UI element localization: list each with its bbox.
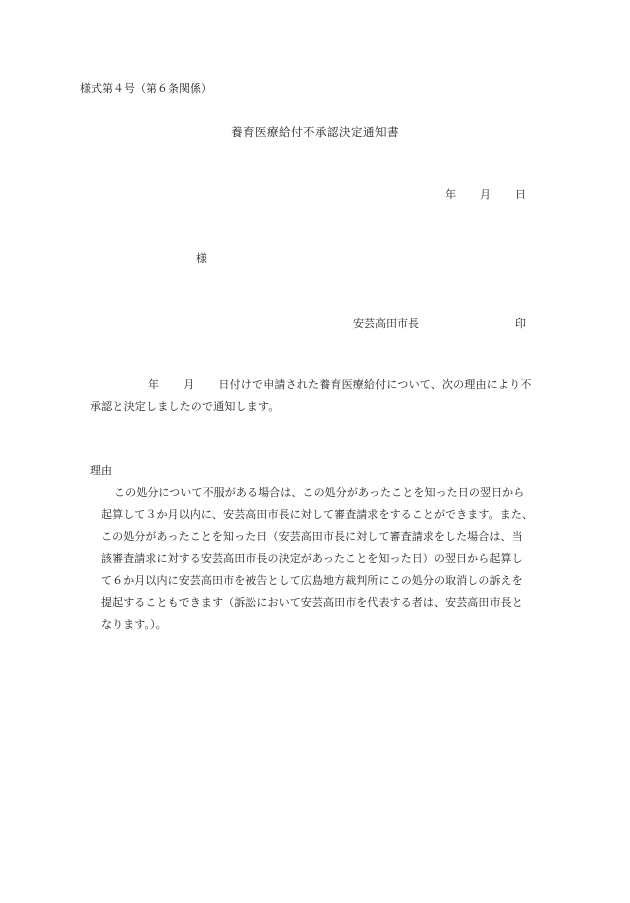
reason-heading: 理由 <box>90 464 112 477</box>
body-line-1-text: 日付けで申請された養育医療給付について、次の理由により不 <box>218 378 532 391</box>
date-month-label: 月 <box>480 188 491 201</box>
reason-line: 起算して３か月以内に、安芸高田市長に対して審査請求をすることができます。また、 <box>101 508 534 521</box>
form-number: 様式第４号（第６条関係） <box>80 82 212 95</box>
body-month-label: 月 <box>183 378 195 391</box>
reason-line: この処分について不服がある場合は、この処分があったことを知った日の翌日から <box>114 486 525 499</box>
date-line <box>445 189 526 200</box>
date-year-label: 年 <box>445 188 456 201</box>
document-title: 養育医療給付不承認決定通知書 <box>231 125 399 139</box>
reason-line: この処分があったことを知った日（安芸高田市長に対して審査請求をした場合は、当 <box>101 530 523 543</box>
issuer-name: 安芸高田市長 <box>353 317 419 330</box>
reason-line: て６か月以内に安芸高田市を被告として広島地方裁判所にこの処分の取消しの訴えを <box>101 574 523 587</box>
date-day-label: 日 <box>515 188 526 201</box>
reason-line: 提起することもできます（訴訟において安芸高田市を代表する者は、安芸高田市長と <box>101 596 523 609</box>
reason-line: 該審査請求に対する安芸高田市長の決定があったことを知った日）の翌日から起算し <box>101 552 523 565</box>
body-line-2: 承認と決定しましたので通知します。 <box>90 400 280 413</box>
reason-line: なります。）。 <box>101 618 167 631</box>
recipient-honorific: 様 <box>196 252 207 265</box>
seal-mark: 印 <box>515 317 526 330</box>
body-year-label: 年 <box>148 378 160 391</box>
body-line-1 <box>90 379 532 390</box>
